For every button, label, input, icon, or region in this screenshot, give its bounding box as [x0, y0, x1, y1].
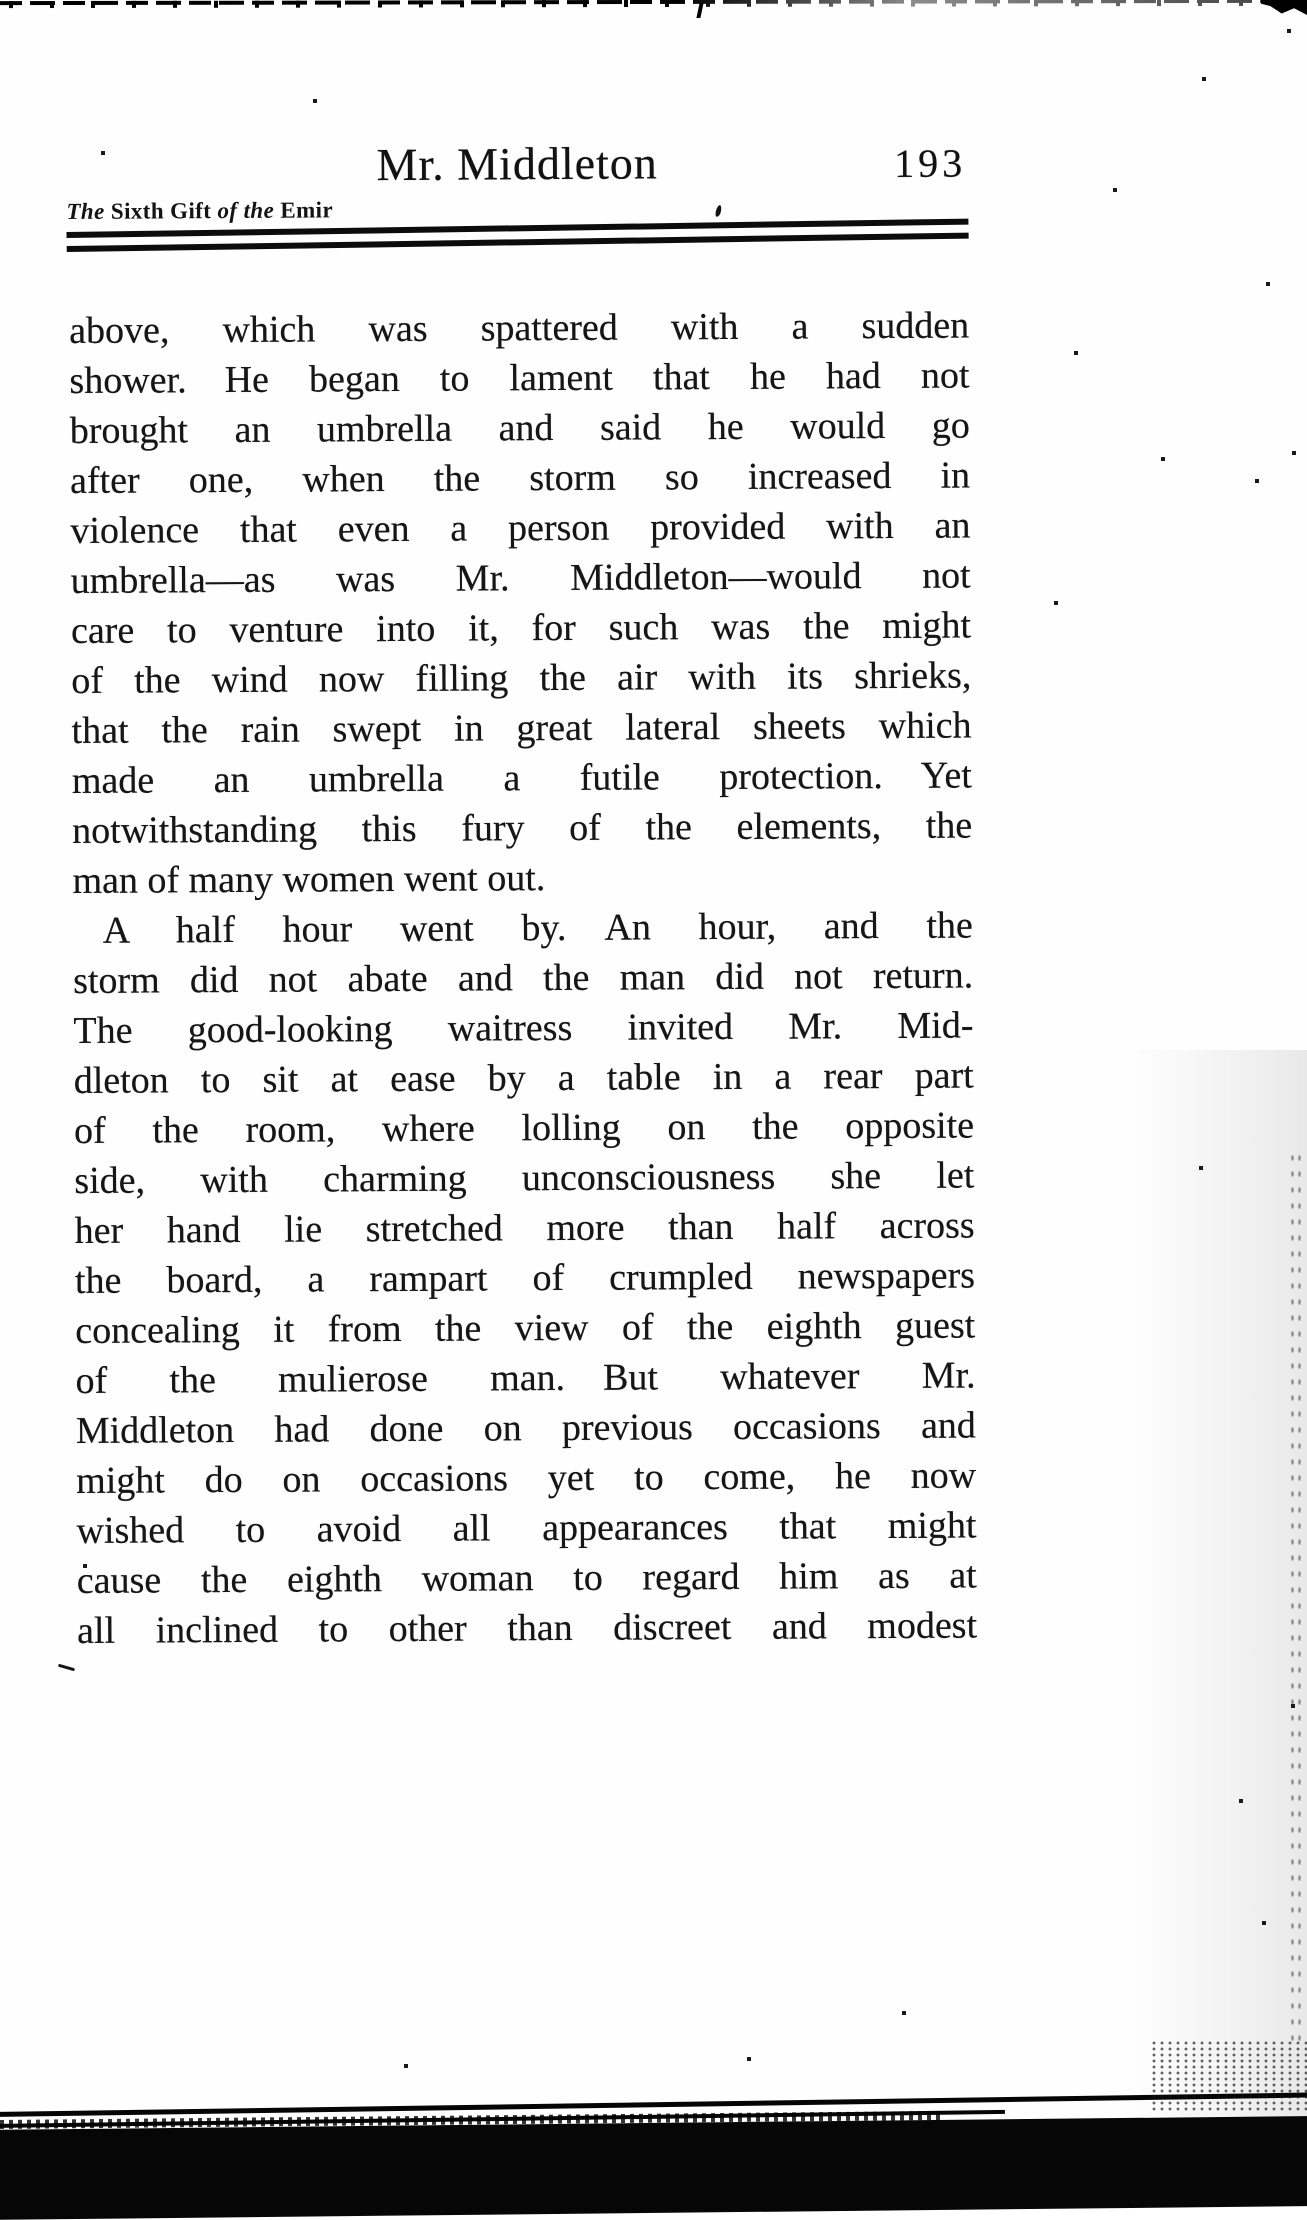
text-line: of the wind now filling the air with its shrieks, [71, 654, 972, 702]
text-line: wished to avoid all appearances that might [76, 1504, 977, 1552]
text-line: man of many women went out. [72, 857, 546, 902]
text-line: shower. He began to lament that he had not [69, 354, 970, 402]
text-line: might do on occasions yet to come, he now [76, 1454, 977, 1502]
ink-speckles [0, 0, 2, 2]
text-line: Middleton had done on previous occasions and [75, 1404, 976, 1452]
page-header [66, 134, 968, 198]
text-line: The good-looking waitress invited Mr. Mid- [73, 1004, 974, 1052]
paragraph [69, 300, 973, 905]
text-line: after one, when the storm so increased in [69, 454, 971, 502]
running-title-part: Emir [274, 197, 334, 223]
scan-right-edge-speckles [1289, 1150, 1305, 2050]
text-line: side, with charming unconsciousness she let [74, 1154, 975, 1202]
text-line: of the mulierose man. But whatever Mr. [75, 1354, 976, 1402]
text-line: concealing it from the view of the eighth guest [75, 1304, 976, 1352]
body-text [69, 300, 977, 1655]
text-line: care to venture into it, for such was the might [70, 604, 972, 652]
text-line: cause the eighth woman to regard him as at [76, 1554, 977, 1602]
text-line: dleton to sit at ease by a table in a rear part [73, 1054, 974, 1102]
scan-bottom-black-band [0, 2116, 1307, 2220]
text-line: made an umbrella a futile protection. Yet [71, 754, 973, 802]
text-line: all inclined to other than discreet and modest [76, 1604, 978, 1652]
stray-ink-mark [58, 1664, 75, 1672]
text-line: her hand lie stretched more than half across [74, 1204, 975, 1252]
scan-corner-ink-blob [1261, 0, 1307, 15]
text-line: violence that even a person provided with an [70, 504, 971, 552]
text-line: brought an umbrella and said he would go [69, 404, 970, 452]
text-line: above, which was spattered with a sudden [69, 304, 970, 352]
text-line: notwithstanding this fury of the elements, the [72, 804, 973, 852]
running-title-part: The [66, 198, 105, 224]
running-title-part: Sixth Gift [104, 198, 218, 224]
page-number: 193 [894, 140, 967, 186]
scan-corner-speckles [1150, 2040, 1307, 2112]
scan-right-edge-shadow [1127, 1050, 1307, 2140]
text-line: storm did not abate and the man did not return. [73, 954, 974, 1002]
scan-top-edge-artifact [0, 0, 1307, 9]
page-title: Mr. Middleton [376, 137, 658, 191]
running-title-part: of the [217, 197, 275, 224]
text-line: umbrella—as was Mr. Middleton—would not [70, 554, 971, 602]
text-line: that the rain swept in great lateral sheets which [71, 704, 972, 752]
page-content [66, 134, 978, 1652]
paragraph [73, 900, 978, 1655]
text-line: of the room, where lolling on the opposite [73, 1104, 975, 1152]
text-line: the board, a rampart of crumpled newspapers [74, 1254, 976, 1302]
text-line: A half hour went by. An hour, and the [102, 904, 973, 952]
